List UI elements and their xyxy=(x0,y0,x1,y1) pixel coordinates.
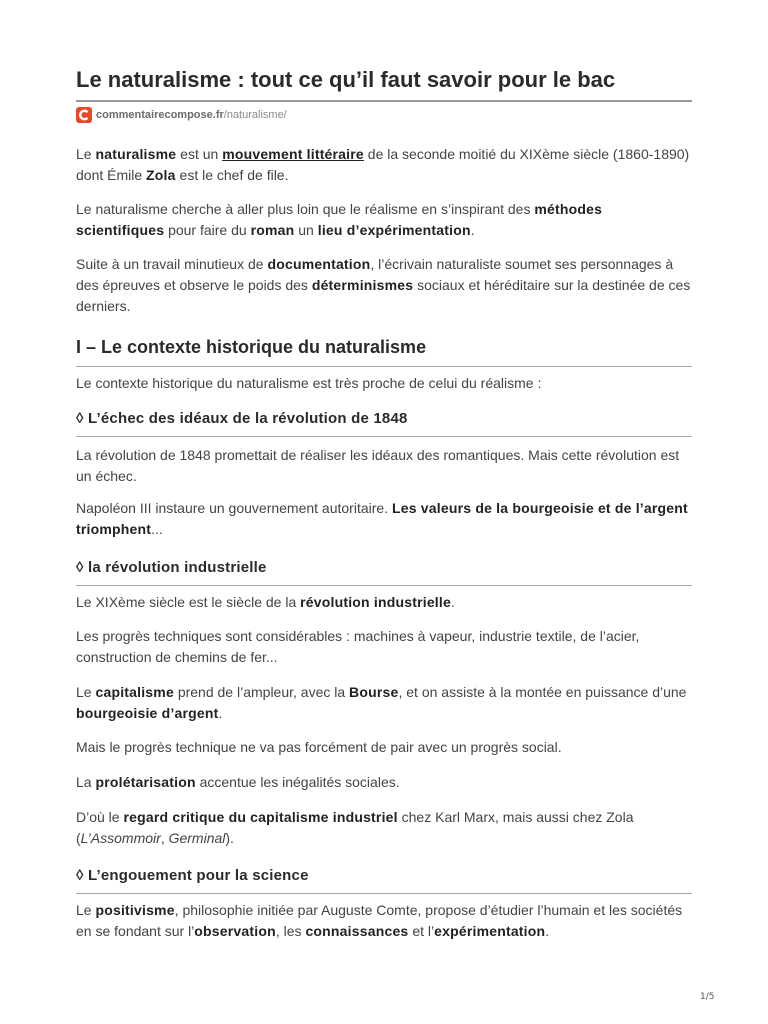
paragraph-positivisme: Le positivisme, philosophie initiée par Auguste Comte, propose d’étudier l’humain et les sociétés en se fondant sur l’observation, les connaissances et l’expérimentation. xyxy=(76,902,683,939)
paragraph-regard-critique: D’où le regard critique du capitalisme industriel chez Karl Marx, mais aussi chez Zola (L’Assommoir, Germinal). xyxy=(76,809,634,846)
intro-paragraph-2: Le naturalisme cherche à aller plus loin que le réalisme en s’inspirant des méthodes scientifiques pour faire du roman un lieu d’expérimentation. xyxy=(76,201,603,238)
section-intro-paragraph: Le contexte historique du naturalisme est très proche de celui du réalisme : xyxy=(76,375,542,391)
source-path[interactable]: /naturalisme/ xyxy=(223,109,287,121)
site-logo-icon xyxy=(76,107,92,123)
paragraph-capitalisme: Le capitalisme prend de l’ampleur, avec la Bourse, et on assiste à la montée en puissance d’une bourgeoisie d’argent. xyxy=(76,684,687,721)
intro-paragraph-1: Le naturalisme est un mouvement littéraire de la seconde moitié du XIXème siècle (1860-1890) dont Émile Zola est le chef de file. xyxy=(76,146,690,183)
intro-paragraph-3: Suite à un travail minutieux de documentation, l’écrivain naturaliste soumet ses personnages à des épreuves et observe le poids des déterminismes sociaux et héréditaire sur la destinée de ces derniers. xyxy=(76,256,691,314)
paragraph-xixe-siecle: Le XIXème siècle est le siècle de la révolution industrielle. xyxy=(76,594,455,610)
paragraph-revolution-1848: La révolution de 1848 promettait de réaliser les idéaux des romantiques. Mais cette révolution est un échec. xyxy=(76,447,680,484)
section-heading-contexte: I – Le contexte historique du naturalisme xyxy=(76,334,692,367)
paragraph-napoleon: Napoléon III instaure un gouvernement autoritaire. Les valeurs de la bourgeoisie et de l’argent triomphent... xyxy=(76,500,688,537)
subheading-echec-1848: ◊ L’échec des idéaux de la révolution de 1848 xyxy=(76,408,692,437)
paragraph-progres-social: Mais le progrès technique ne va pas forcément de pair avec un progrès social. xyxy=(76,739,562,755)
page-number: 1/5 xyxy=(700,992,715,1002)
subheading-engouement-science: ◊ L’engouement pour la science xyxy=(76,865,692,894)
source-link[interactable] xyxy=(76,106,287,124)
source-domain[interactable]: commentairecompose.fr xyxy=(96,109,224,121)
subheading-revolution-industrielle: ◊ la révolution industrielle xyxy=(76,557,692,586)
paragraph-progres-techniques: Les progrès techniques sont considérables : machines à vapeur, industrie textile, de l’acier, construction de chemins de fer... xyxy=(76,628,640,665)
page-title: Le naturalisme : tout ce qu’il faut savoir pour le bac xyxy=(76,64,692,102)
mouvement-litteraire-link[interactable]: mouvement littéraire xyxy=(222,146,364,162)
paragraph-proletarisation: La prolétarisation accentue les inégalités sociales. xyxy=(76,774,400,790)
